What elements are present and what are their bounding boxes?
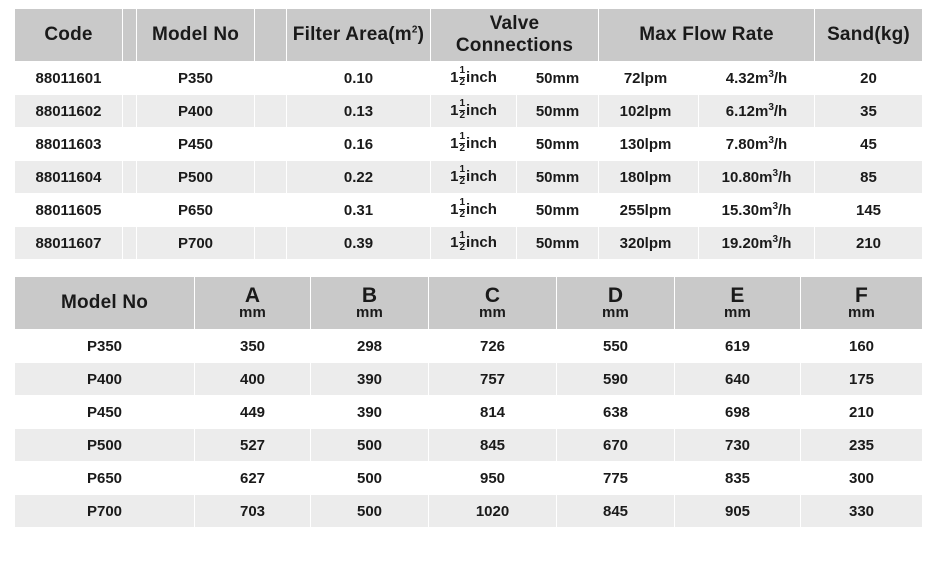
cell-dim-d: 550 xyxy=(557,330,675,363)
cell-dim-b: 390 xyxy=(311,363,429,396)
cell-model-no: P450 xyxy=(137,128,255,161)
valve-whole: 1 xyxy=(450,134,459,152)
cell-filter-area: 0.31 xyxy=(287,194,431,227)
filter-area-exponent: 2 xyxy=(411,24,418,36)
valve-unit: inch xyxy=(466,134,497,152)
cell-code: 88011607 xyxy=(15,227,123,260)
dim-header-a-unit: mm xyxy=(238,304,267,322)
cell-valve-mm: 50mm xyxy=(517,227,599,260)
table-row xyxy=(15,227,923,260)
cell-dim-a: 527 xyxy=(195,429,311,462)
cell-flow-lpm: 255lpm xyxy=(599,194,699,227)
valve-numerator: 1 xyxy=(459,131,466,142)
cell-dim-f: 160 xyxy=(801,330,923,363)
cell-dim-e: 640 xyxy=(675,363,801,396)
cell-valve-size xyxy=(431,128,517,161)
cell-dim-e: 698 xyxy=(675,396,801,429)
cell-filter-area: 0.10 xyxy=(287,62,431,95)
cell-dim-d: 590 xyxy=(557,363,675,396)
cell-model-no: P400 xyxy=(137,95,255,128)
cell-dim-d: 638 xyxy=(557,396,675,429)
cell-gap-2 xyxy=(255,227,287,260)
spec-table-body xyxy=(15,62,923,260)
cell-dim-e: 619 xyxy=(675,330,801,363)
cell-dim-d: 670 xyxy=(557,429,675,462)
cell-code: 88011602 xyxy=(15,95,123,128)
cell-dim-c: 845 xyxy=(429,429,557,462)
valve-unit: inch xyxy=(466,101,497,119)
valve-denominator: 2 xyxy=(459,241,466,253)
valve-fraction xyxy=(459,198,465,220)
cell-gap-1 xyxy=(123,194,137,227)
flow-per-hour: /h xyxy=(773,135,788,153)
cell-sand: 85 xyxy=(815,161,923,194)
flow-exponent: 3 xyxy=(768,68,774,80)
valve-fraction xyxy=(459,66,465,88)
cell-valve-mm: 50mm xyxy=(517,194,599,227)
cell-filter-area: 0.16 xyxy=(287,128,431,161)
dim-header-b-unit: mm xyxy=(355,304,384,322)
flow-per-hour: /h xyxy=(778,168,792,186)
cell-model-no: P700 xyxy=(15,495,195,528)
cell-dim-b: 500 xyxy=(311,429,429,462)
flow-exponent: 3 xyxy=(772,233,779,245)
dim-header-b-letter: B xyxy=(361,284,378,308)
valve-unit: inch xyxy=(466,167,497,185)
flow-exponent: 3 xyxy=(772,200,779,212)
valve-denominator: 2 xyxy=(459,142,466,154)
dim-header-d-unit: mm xyxy=(601,304,630,322)
table-row xyxy=(15,462,923,495)
valve-denominator: 2 xyxy=(459,109,466,121)
cell-valve-mm: 50mm xyxy=(517,128,599,161)
cell-dim-a: 449 xyxy=(195,396,311,429)
cell-code: 88011605 xyxy=(15,194,123,227)
spec-header-gap-2 xyxy=(255,9,287,62)
cell-model-no: P350 xyxy=(137,62,255,95)
valve-numerator: 1 xyxy=(459,164,466,175)
dim-header-model-no: Model No xyxy=(15,277,195,330)
table-row xyxy=(15,62,923,95)
cell-dim-a: 400 xyxy=(195,363,311,396)
table-row xyxy=(15,128,923,161)
valve-numerator: 1 xyxy=(459,230,466,241)
spec-header-valve-connections: Valve Connections xyxy=(431,9,599,62)
cell-dim-b: 298 xyxy=(311,330,429,363)
filter-area-text: Filter Area(m xyxy=(292,24,412,45)
dim-header-a xyxy=(195,277,311,330)
spec-header-max-flow-rate: Max Flow Rate xyxy=(599,9,815,62)
cell-model-no: P650 xyxy=(137,194,255,227)
filter-area-close: ) xyxy=(417,24,425,45)
cell-valve-size xyxy=(431,161,517,194)
dim-header-f-unit: mm xyxy=(847,304,876,322)
cell-dim-f: 300 xyxy=(801,462,923,495)
table-row xyxy=(15,363,923,396)
cell-flow-m3h xyxy=(699,161,815,194)
cell-sand: 20 xyxy=(815,62,923,95)
cell-dim-e: 835 xyxy=(675,462,801,495)
cell-gap-2 xyxy=(255,95,287,128)
cell-valve-mm: 50mm xyxy=(517,95,599,128)
valve-whole: 1 xyxy=(450,68,459,86)
flow-per-hour: /h xyxy=(773,102,788,120)
cell-code: 88011601 xyxy=(15,62,123,95)
cell-code: 88011604 xyxy=(15,161,123,194)
valve-fraction xyxy=(459,99,465,121)
cell-dim-c: 757 xyxy=(429,363,557,396)
cell-gap-2 xyxy=(255,62,287,95)
flow-per-hour: /h xyxy=(778,201,792,219)
valve-whole: 1 xyxy=(450,233,459,251)
cell-dim-c: 950 xyxy=(429,462,557,495)
cell-dim-f: 235 xyxy=(801,429,923,462)
cell-sand: 45 xyxy=(815,128,923,161)
table-row xyxy=(15,194,923,227)
dim-header-c xyxy=(429,277,557,330)
cell-dim-b: 500 xyxy=(311,495,429,528)
dimension-table xyxy=(14,276,923,528)
flow-exponent: 3 xyxy=(772,167,779,179)
flow-per-hour: /h xyxy=(778,234,792,252)
dim-header-a-letter: A xyxy=(244,284,261,308)
valve-unit: inch xyxy=(466,233,497,251)
cell-dim-d: 845 xyxy=(557,495,675,528)
spec-header-model-no: Model No xyxy=(137,9,255,62)
cell-valve-mm: 50mm xyxy=(517,62,599,95)
flow-value: 19.20m xyxy=(721,234,773,252)
cell-model-no: P650 xyxy=(15,462,195,495)
cell-gap-2 xyxy=(255,128,287,161)
valve-numerator: 1 xyxy=(459,98,466,109)
cell-gap-1 xyxy=(123,95,137,128)
spec-header-sand: Sand(kg) xyxy=(815,9,923,62)
cell-flow-lpm: 130lpm xyxy=(599,128,699,161)
table-row xyxy=(15,330,923,363)
dim-header-e-letter: E xyxy=(730,284,745,308)
cell-dim-b: 390 xyxy=(311,396,429,429)
cell-flow-m3h xyxy=(699,62,815,95)
cell-dim-f: 210 xyxy=(801,396,923,429)
dim-header-f xyxy=(801,277,923,330)
cell-dim-a: 703 xyxy=(195,495,311,528)
cell-gap-1 xyxy=(123,161,137,194)
cell-flow-lpm: 72lpm xyxy=(599,62,699,95)
flow-value: 7.80m xyxy=(725,135,769,153)
valve-fraction xyxy=(459,231,465,253)
valve-whole: 1 xyxy=(450,200,459,218)
valve-unit: inch xyxy=(466,200,497,218)
flow-exponent: 3 xyxy=(768,134,774,146)
dim-header-d xyxy=(557,277,675,330)
dim-header-row xyxy=(15,277,923,330)
flow-exponent: 3 xyxy=(768,101,774,113)
cell-dim-b: 500 xyxy=(311,462,429,495)
cell-model-no: P700 xyxy=(137,227,255,260)
cell-dim-a: 350 xyxy=(195,330,311,363)
cell-dim-f: 330 xyxy=(801,495,923,528)
cell-flow-lpm: 180lpm xyxy=(599,161,699,194)
valve-denominator: 2 xyxy=(459,76,466,88)
dim-table-header xyxy=(15,277,923,330)
cell-valve-size xyxy=(431,194,517,227)
dim-header-c-unit: mm xyxy=(478,304,507,322)
cell-gap-1 xyxy=(123,62,137,95)
valve-whole: 1 xyxy=(450,101,459,119)
cell-dim-e: 730 xyxy=(675,429,801,462)
cell-model-no: P500 xyxy=(137,161,255,194)
cell-code: 88011603 xyxy=(15,128,123,161)
cell-flow-m3h xyxy=(699,95,815,128)
valve-whole: 1 xyxy=(450,167,459,185)
spec-header-code: Code xyxy=(15,9,123,62)
cell-flow-lpm: 320lpm xyxy=(599,227,699,260)
valve-denominator: 2 xyxy=(459,175,466,187)
cell-model-no: P350 xyxy=(15,330,195,363)
cell-dim-f: 175 xyxy=(801,363,923,396)
flow-value: 15.30m xyxy=(721,201,773,219)
valve-numerator: 1 xyxy=(459,65,466,76)
cell-dim-a: 627 xyxy=(195,462,311,495)
dim-header-b xyxy=(311,277,429,330)
spec-table-header xyxy=(15,9,923,62)
spec-header-gap-1 xyxy=(123,9,137,62)
cell-gap-1 xyxy=(123,227,137,260)
cell-flow-m3h xyxy=(699,128,815,161)
cell-sand: 35 xyxy=(815,95,923,128)
table-row xyxy=(15,495,923,528)
cell-model-no: P500 xyxy=(15,429,195,462)
spec-header-row xyxy=(15,9,923,62)
valve-unit: inch xyxy=(466,68,497,86)
spec-header-filter-area xyxy=(287,9,431,62)
valve-fraction xyxy=(459,132,465,154)
cell-gap-2 xyxy=(255,161,287,194)
cell-dim-d: 775 xyxy=(557,462,675,495)
table-row xyxy=(15,161,923,194)
cell-filter-area: 0.22 xyxy=(287,161,431,194)
valve-numerator: 1 xyxy=(459,197,466,208)
cell-dim-c: 1020 xyxy=(429,495,557,528)
specification-table xyxy=(14,8,923,260)
flow-value: 6.12m xyxy=(725,102,769,120)
cell-flow-m3h xyxy=(699,194,815,227)
cell-model-no: P400 xyxy=(15,363,195,396)
table-row xyxy=(15,95,923,128)
cell-gap-2 xyxy=(255,194,287,227)
cell-gap-1 xyxy=(123,128,137,161)
table-row xyxy=(15,396,923,429)
cell-filter-area: 0.39 xyxy=(287,227,431,260)
flow-per-hour: /h xyxy=(773,69,788,87)
dim-table-body xyxy=(15,330,923,528)
cell-sand: 145 xyxy=(815,194,923,227)
cell-sand: 210 xyxy=(815,227,923,260)
dim-header-c-letter: C xyxy=(484,284,501,308)
cell-valve-size xyxy=(431,95,517,128)
valve-denominator: 2 xyxy=(459,208,466,220)
dim-header-e xyxy=(675,277,801,330)
cell-valve-mm: 50mm xyxy=(517,161,599,194)
valve-fraction xyxy=(459,165,465,187)
cell-flow-m3h xyxy=(699,227,815,260)
cell-dim-e: 905 xyxy=(675,495,801,528)
table-row xyxy=(15,429,923,462)
flow-value: 4.32m xyxy=(725,69,769,87)
cell-flow-lpm: 102lpm xyxy=(599,95,699,128)
dim-header-e-unit: mm xyxy=(723,304,752,322)
dim-header-d-letter: D xyxy=(607,284,624,308)
cell-valve-size xyxy=(431,62,517,95)
cell-dim-c: 814 xyxy=(429,396,557,429)
cell-dim-c: 726 xyxy=(429,330,557,363)
dim-header-f-letter: F xyxy=(854,284,869,308)
cell-valve-size xyxy=(431,227,517,260)
cell-model-no: P450 xyxy=(15,396,195,429)
flow-value: 10.80m xyxy=(721,168,773,186)
cell-filter-area: 0.13 xyxy=(287,95,431,128)
